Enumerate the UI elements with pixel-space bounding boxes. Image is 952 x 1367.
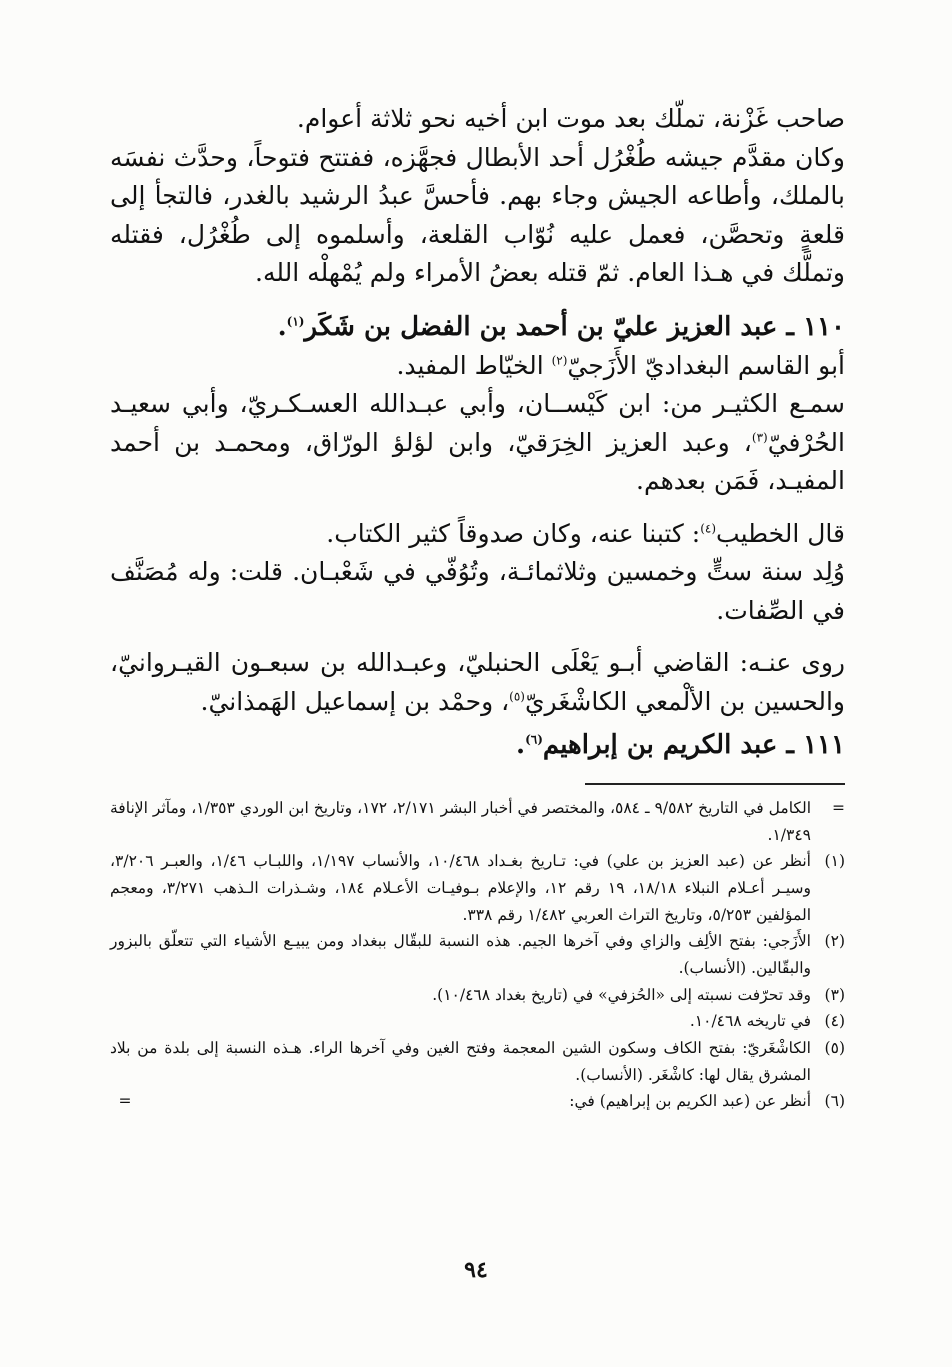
khatib-text: قال الخطيب [716,518,845,548]
page-number: ٩٤ [464,1257,488,1283]
kunya-text: أبو القاسم البغداديّ الأَزَجيّ [567,350,845,380]
page-content [110,100,845,1340]
footnotes [110,795,845,1115]
entry-111-heading: ١١١ ـ عبد الكريم بن إبراهيم$^{(٦)}$. [516,730,845,761]
footnote-ref-6: (٦) [525,732,543,747]
footnote-number: (٤) [824,1012,845,1031]
footnote-text: الكامل في التاريخ ٩/٥٨٢ ـ ٥٨٤، والمختصر في أخبار البشر ٢/١٧١، ١٧٢، وتاريخ ابن الوردي ١/٣٥٣، ومآثر الإنافة ١/٣٤٩. [110,799,812,844]
paragraph-2: وكان مقدَّم جيشه طُغْرُل أحد الأبطال فجهَّزه، ففتتح فتوحاً، وحدَّث نفسَه بالملك، وأطاعه الجيش وجاء بهم. فأحسَّ عبدُ الرشيد بالغدر، فالتجأ إلى قلعةٍ وتحصَّن، فعمل عليه نُوّاب القلعة، وأسلموه إلى طُغْرُل، فقتله وتملَّك في هـذا العام. ثمّ قتله بعضُ الأمراء ولم يُمْهلْه الله. [110,142,845,287]
footnote-4 [110,1008,845,1035]
entry-111-title: ١١١ ـ عبد الكريم بن إبراهيم [542,730,845,761]
footnote-divider [585,783,845,785]
entry-110-khatib [110,515,845,554]
footnote-5 [110,1035,845,1088]
entry-110-narrators [110,644,845,721]
footnote-2 [110,928,845,981]
narrators-text-end: ، وحمْد بن إسماعيل الهَمذانيّ. [200,686,510,716]
khatib-text-end: : كتبنا عنه، وكان صدوقاً كثير الكتاب. [326,518,701,548]
footnote-continuation [110,795,845,848]
footnote-ref-1: (١) [286,313,305,328]
footnote-3 [110,982,845,1009]
entry-110-title: ١١٠ ـ عبد العزيز عليّ بن أحمد بن الفضل بن شَكَر [304,311,845,342]
teachers-text: سمـع الكثيـر من: ابن كَيْســان، وأبي عبـدالله العسـكـريّ، وأبي سعيـد الحُرْفيّ [110,389,845,457]
kunya-text-end: الخيّاط المفيد. [396,350,552,380]
footnote-number: (٥) [824,1038,845,1057]
footnote-text: أنظر عن (عبد العزيز بن علي) في: تـاريخ بغـداد ١٠/٤٦٨، والأنساب ١/١٩٧، واللبـاب ١/٤٦، والعبـر ٣/٢٠٦، وسيـر أعـلام النبلاء ١٨/١٨، ١٩ رقم ١٢، والإعلام بـوفيـات الأعـلام ١٨٤، وشـذرات الـذهب ٣/٢٧١، ومعجم المؤلفين ٥/٢٥٣، وتاريخ التراث العربي ١/٤٨٢ رقم ٣٣٨. [110,852,811,924]
footnote-1 [110,848,845,928]
footnote-ref-3: (٣) [751,430,768,445]
entry-110-birth-death: وُلِد سنة ستٍّ وخمسين وثلاثمائـة، وتُوُفّي في شَعْبـان. قلت: وله مُصَنَّف في الصِّفات. [110,557,845,625]
footnote-number: (٦) [824,1092,845,1111]
paragraph-1: صاحب غَزْنة، تملّك بعد موت ابن أخيه نحو ثلاثة أعوام. [296,104,845,133]
narrators-text: روى عنـه: القاضي أبـو يَعْلَى الحنبليّ، وعبـدالله بن سبعـون القيـروانيّ، والحسين بن الألْمعي الكاشْغَريّ [110,648,845,716]
footnote-text: الكاشْغَريّ: بفتح الكاف وسكون الشين المعجمة وفتح الغين وفي آخرها الراء. هـذه النسبة إلى بلدة من بلاد المشرق يقال لها: كاشْغَر. (الأنساب). [110,1038,811,1084]
footnote-number: (١) [824,852,845,871]
footnote-ref-2: (٢) [551,353,568,368]
footnote-text: الأَزَجي: بفتح الألِف والزاي وفي آخرها الجيم. هذه النسبة للبقّال ببغداد ومن يبيـع الأشياء التي تتعلّق بالبزور والبقّالين. (الأنساب). [110,932,811,977]
footnote-ref-5: (٥) [509,689,525,704]
footnote-number: (٢) [824,932,845,951]
teachers-text-end: ، وعبد العزيز الخِرَقيّ، وابن لؤلؤ الورّاق، ومحمـد بن أحمد المفيـد، فَمَن بعدهم. [110,427,845,496]
footnote-ref-4: (٤) [700,521,717,536]
main-text [110,100,845,765]
continuation-marker: = [832,799,845,818]
entry-110-heading: ١١٠ ـ عبد العزيز عليّ بن أحمد بن الفضل بن شَكَر$^{(١)}$. [277,311,845,342]
continuation-marker-end: = [118,1092,132,1111]
footnote-number: (٣) [824,985,845,1004]
footnote-text: وقد تحرّفت نسبته إلى «الحُزفي» في (تاريخ بغداد ١٠/٤٦٨). [432,985,811,1004]
footnote-text: أنظر عن (عبد الكريم بن إبراهيم) في: [569,1092,811,1111]
entry-110-teachers [110,385,845,501]
entry-110-kunya [110,347,845,386]
footnote-6 [110,1088,845,1115]
footnote-text: في تاريخه ١٠/٤٦٨. [689,1012,811,1031]
